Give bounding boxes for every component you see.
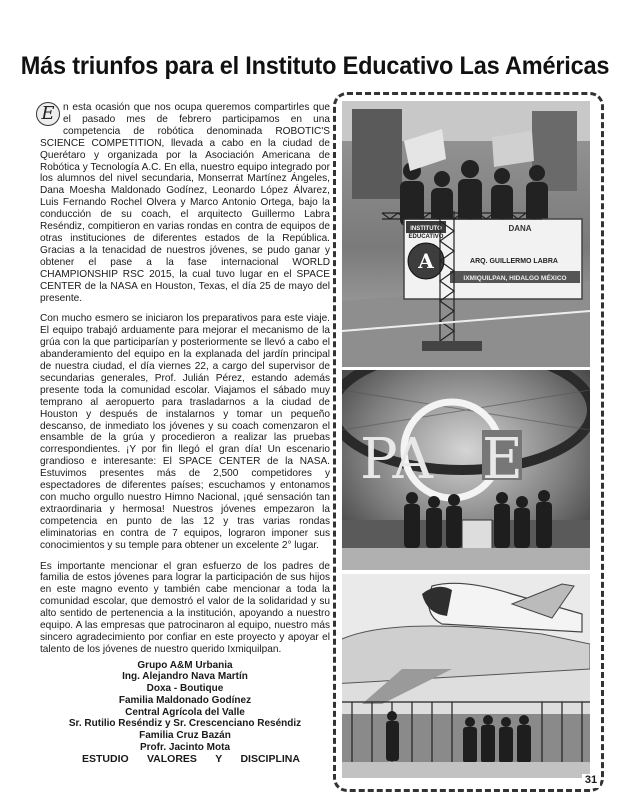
sponsor-item: Familia Cruz Bazán bbox=[139, 730, 231, 741]
motto-word: ESTUDIO bbox=[82, 753, 129, 766]
banner-team-name: DANA bbox=[508, 224, 532, 233]
motto-word: Y bbox=[215, 753, 223, 766]
page-title: Más triunfos para el Instituto Educativo Las Américas bbox=[20, 52, 610, 80]
sponsor-item: Profr. Jacinto Mota bbox=[139, 741, 230, 753]
paragraph-2-text: Con mucho esmero se iniciaron los preparativos para este viaje. El equipo trabajó arduamente para mejorar el mecanismo de la grúa con la que participarían y posteriormente se llevó a cabo el abanderamiento del equipo en la explanada del jardín principal de nuestra ciudad, el día viernes 22, a cargo del supervisor de secundarias generales, Prof. Julián Pérez, estando además presente toda la comunidad escolar. Viajamos el sábado muy temprano al aeropuerto para trasladarnos a la ciudad de Houston y después de instalarnos y tomar un pequeño descanso, de inmediato los jóvenes y su coach comenzaron el ensamble de la grúa y procedieron a realizar las pruebas correspondientes. ¡Y por fin llegó el gran día! Un escenario grandioso e interesante: El SPACE CENTER de la NASA. Estuvimos presentes más de 2,500 competidores y espectadores de diferentes países; escuchamos y entonamos con mucho orgullo nuestro Himno Nacional, ¡qué sensación tan extraordinaria y hermosa! Nuestros jóvenes empezaron la competencia en punto de las 12 y tras varias rondas eliminatorias en contra de 7 equipos, lograron imponer sus conocimientos y su temple para obtener un excelente 2° lugar. bbox=[40, 313, 330, 551]
article-paragraph-3 bbox=[40, 561, 330, 656]
paragraph-1-text: n esta ocasión que nos ocupa queremos compartirles que el pasado mes de febrero participamos en una competencia de robótica denominada ROBOTIC'S SCIENCE COMPETITION, llevada a cabo en la ciudad de Querétaro y organizada por la Asociación Americana de Robótica y Tecnología A.C. En ella, nuestro equipo integrado por los alumnos del nivel secundaria, Monserrat Martínez Ángeles, Dana Moesha Maldonado Godínez, Leonardo López Álvarez, Luis Fernando Rochel Olvera y Marco Antonio Ortega, bajo la conducción de su coach, el arquitecto Guillermo Labra Reséndiz, compitieron en varias rondas en contra de equipos de otras instituciones de diferentes estados de la República. Gracias a la tenacidad de nuestros jóvenes, se pudo ganar y obtener el pase a la fase internacional WORLD CHAMPIONSHIP RSC 2015, la cual tuvo lugar en el SPACE CENTER de la NASA en Houston, Texas, el día 25 de mayo del presente. bbox=[40, 102, 330, 304]
space-sign-left: PA bbox=[360, 427, 433, 492]
article-paragraph-2 bbox=[40, 313, 330, 551]
article-body bbox=[40, 102, 330, 766]
article-paragraph-1 bbox=[40, 102, 330, 304]
drop-cap: E bbox=[36, 102, 60, 126]
space-sign-right: E bbox=[482, 427, 523, 492]
banner-line-4: IXMIQUILPAN, HIDALGO MÉXICO bbox=[463, 275, 567, 282]
banner-line-3: ARQ. GUILLERMO LABRA bbox=[470, 258, 558, 265]
motto-word: VALORES bbox=[146, 753, 197, 766]
sponsor-item: Grupo A&M Urbania bbox=[137, 659, 233, 671]
banner-crest: A bbox=[418, 249, 434, 273]
motto-word: DISCIPLINA bbox=[240, 753, 300, 766]
banner-line-1: INSTITUTO bbox=[410, 226, 442, 232]
page-number: 31 bbox=[582, 774, 600, 788]
sponsor-list bbox=[40, 660, 330, 754]
shuttle-carrier-photo bbox=[342, 574, 590, 778]
banner-line-2: EDUCATIVO bbox=[408, 234, 444, 240]
sponsor-item: Familia Maldonado Godínez bbox=[118, 694, 252, 706]
sponsor-item: Ing. Alejandro Nava Martín bbox=[122, 671, 248, 683]
sponsor-item: Doxa - Boutique bbox=[146, 683, 224, 695]
team-banner-photo bbox=[342, 101, 590, 367]
paragraph-3-text: Es importante mencionar el gran esfuerzo de los padres de familia de estos jóvenes para lograr la participación de sus hijos en este magno evento y también cabe mencionar a toda la comunidad escolar, que demostró el valor de la solidaridad y su alto sentido de pertenencia a la institución, apoyando a nuestro equipo. A las empresas que patrocinaron al equipo, nuestro más sincero agradecimiento por confiar en este proyecto y apoyar el talento de los jóvenes de nuestro querido Ixmiquilpan. bbox=[40, 560, 330, 655]
motto bbox=[40, 754, 330, 766]
space-center-photo bbox=[342, 370, 590, 570]
sponsor-item: Sr. Rutilio Reséndiz y Sr. Crescenciano Reséndiz bbox=[68, 718, 302, 730]
sponsor-item: Central Agrícola del Valle bbox=[125, 706, 245, 718]
